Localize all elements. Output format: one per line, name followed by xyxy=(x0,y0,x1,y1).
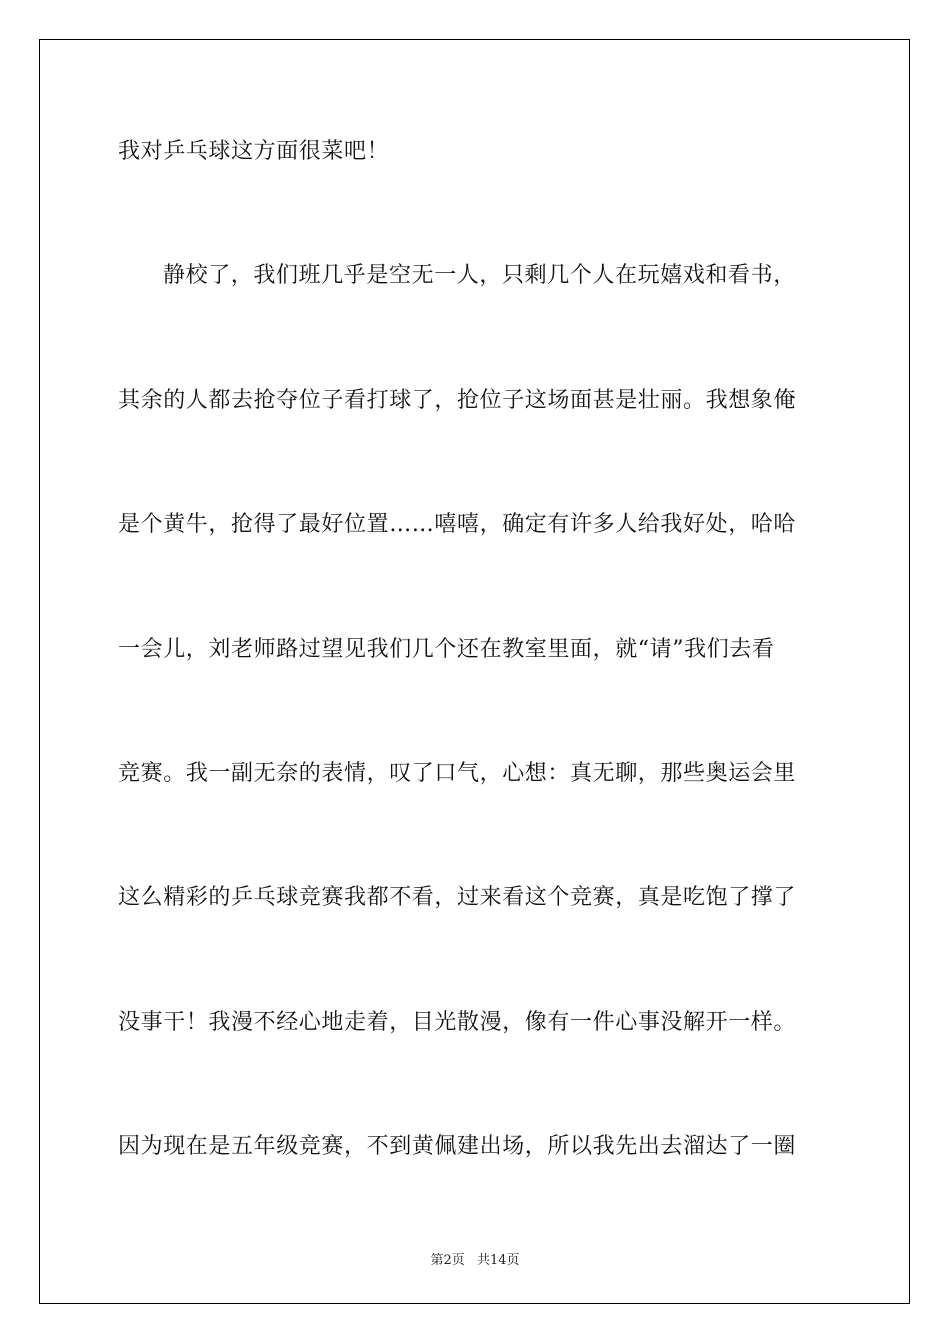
text-line-1: 我对乒乓球这方面很菜吧！ xyxy=(118,139,390,164)
page-number: 第2页 xyxy=(430,1253,465,1268)
text-line-4: 是个黄牛，抢得了最好位置……嘻嘻，确定有许多人给我好处，哈哈 xyxy=(118,512,797,537)
page-footer xyxy=(0,1249,950,1268)
text-line-8: 没事干！我漫不经心地走着，目光散漫，像有一件心事没解开一样。 xyxy=(118,1010,797,1035)
text-line-9: 因为现在是五年级竞赛，不到黄佩建出场，所以我先出去溜达了一圈 xyxy=(118,1134,797,1159)
text-line-3: 其余的人都去抢夺位子看打球了，抢位子这场面甚是壮丽。我想象俺 xyxy=(118,388,797,413)
text-line-7: 这么精彩的乒乓球竞赛我都不看，过来看这个竞赛，真是吃饱了撑了 xyxy=(118,885,797,910)
text-line-6: 竞赛。我一副无奈的表情，叹了口气，心想：真无聊，那些奥运会里 xyxy=(118,761,797,786)
text-line-2: 静校了，我们班几乎是空无一人，只剩几个人在玩嬉戏和看书， xyxy=(163,263,796,288)
text-line-5: 一会儿，刘老师路过望见我们几个还在教室里面，就“请”我们去看 xyxy=(118,637,775,662)
total-pages: 共14页 xyxy=(476,1253,520,1268)
page-border xyxy=(39,39,910,1304)
